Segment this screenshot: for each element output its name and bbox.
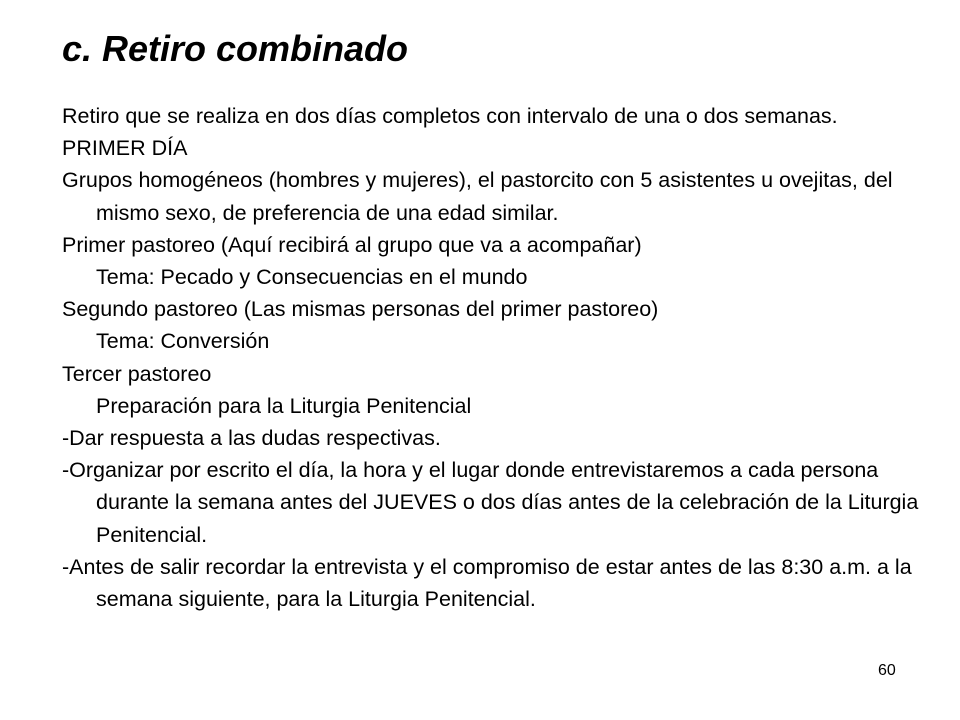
slide-title xyxy=(62,28,408,70)
second-pastoral-topic: Tema: Conversión xyxy=(96,329,270,354)
first-day-heading: PRIMER DÍA xyxy=(62,136,188,161)
first-pastoral-heading: Primer pastoreo (Aquí recibirá al grupo que va a acompañar) xyxy=(62,232,642,257)
slide-body xyxy=(62,100,922,615)
intro-paragraph: Retiro que se realiza en dos días completos con intervalo de una o dos semanas. xyxy=(62,104,838,128)
answer-doubts-item: -Dar respuesta a las dudas respectivas. xyxy=(62,426,441,451)
title-list-letter: c. xyxy=(62,28,93,69)
groups-paragraph: Grupos homogéneos (hombres y mujeres), el pastorcito con 5 asistentes u ovejitas, del mismo sexo, de preferencia de una edad similar. xyxy=(62,168,893,225)
first-pastoral-topic: Tema: Pecado y Consecuencias en el mundo xyxy=(96,265,528,290)
second-pastoral-heading: Segundo pastoreo (Las mismas personas del primer pastoreo) xyxy=(62,297,659,322)
third-pastoral-heading: Tercer pastoreo xyxy=(62,361,212,386)
third-pastoral-topic: Preparación para la Liturgia Penitencial xyxy=(96,393,472,418)
page-number: 60 xyxy=(878,662,896,679)
remind-interview-item: -Antes de salir recordar la entrevista y el compromiso de estar antes de las 8:30 a.m. a la semana siguiente, para la Liturgia Penitencial. xyxy=(62,554,912,612)
organize-interviews-item: -Organizar por escrito el día, la hora y el lugar donde entrevistaremos a cada persona durante la semana antes del JUEVES o dos días antes de la celebración de la Liturgia Penitencial. xyxy=(62,458,919,547)
title-text: Retiro combinado xyxy=(102,28,409,69)
